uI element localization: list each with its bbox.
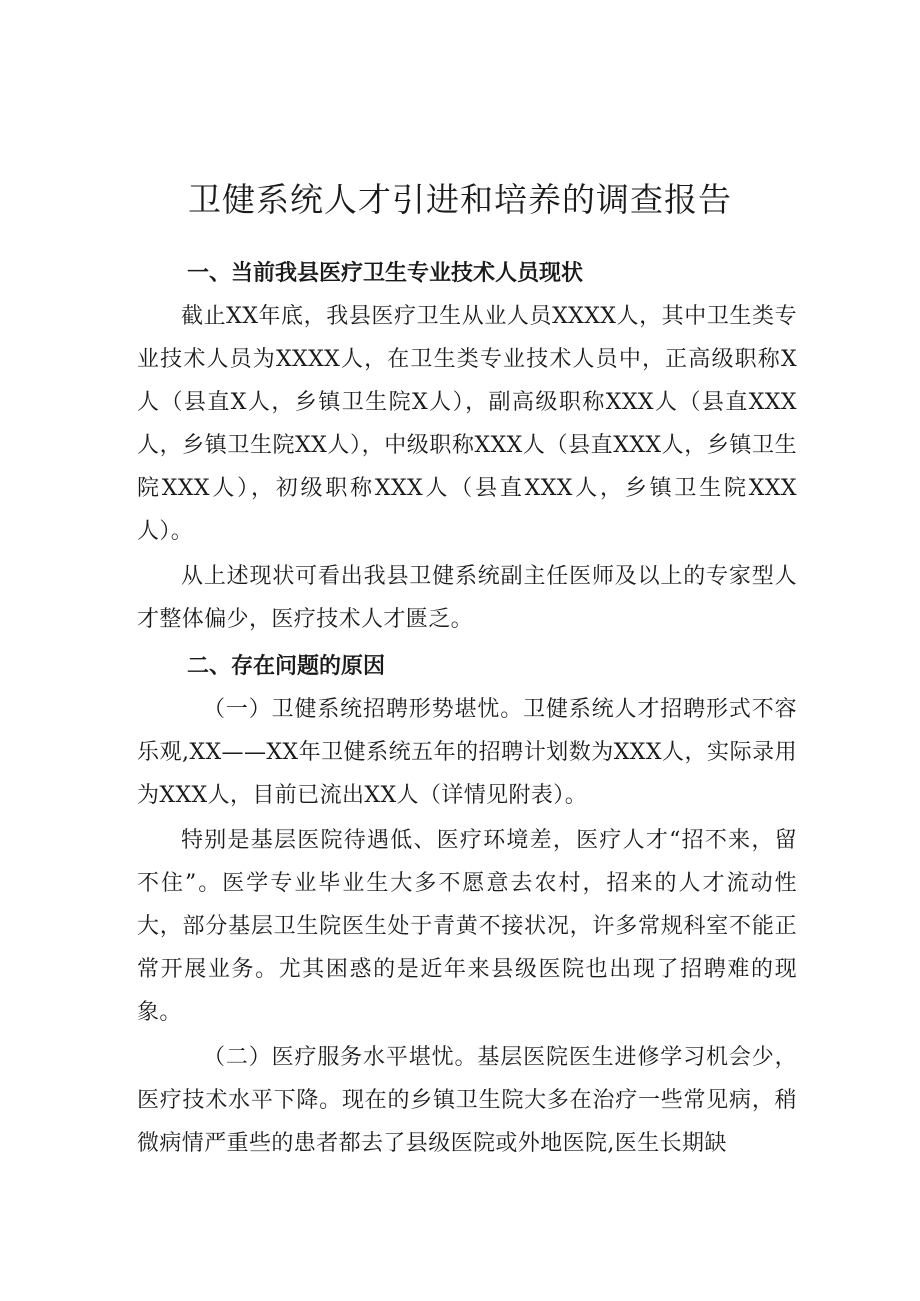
paragraph-status-conclusion: 从上述现状可看出我县卫健系统副主任医师及以上的专家型人才整体偏少，医疗技术人才匮乏。 (137, 564, 797, 632)
paragraph-grassroots: 特别是基层医院待遇低、医疗环境差，医疗人才“招不来，留不住”。医学专业毕业生大多不愿意去农村，招来的人才流动性大，部分基层卫生院医生处于青黄不接状况，许多常规科室不能正常开展业务。尤其困惑的是近年来县级医院也出现了招聘难的现象。 (137, 828, 797, 1025)
paragraph-recruitment: （一）卫健系统招聘形势堪忧。卫健系统人才招聘形式不容乐观,XX——XX年卫健系统五年的招聘计划数为XXX人，实际录用为XXX人，目前已流出XX人（详情见附表）。 (137, 697, 797, 808)
document-title: 卫健系统人才引进和培养的调查报告 (188, 180, 732, 220)
document-body (137, 252, 797, 1165)
paragraph-service-level: （二）医疗服务水平堪忧。基层医院医生进修学习机会少，医疗技术水平下降。现在的乡镇卫生院大多在治疗一些常见病，稍微病情严重些的患者都去了县级医院或外地医院,医生长期缺 (137, 1045, 797, 1156)
paragraph-staff-status: 截止XX年底，我县医疗卫生从业人员XXXX人，其中卫生类专业技术人员为XXXX人，在卫生类专业技术人员中，正高级职称X人（县直X人，乡镇卫生院X人），副高级职称XXX人（县直XXX人，乡镇卫生院XX人），中级职称XXX人（县直XXX人，乡镇卫生院XXX人），初级职称XXX人（县直XXX人，乡镇卫生院XXX人）。 (137, 304, 797, 544)
section-heading-1: 一、当前我县医疗卫生专业技术人员现状 (187, 261, 584, 286)
section-heading-2: 二、存在问题的原因 (187, 654, 386, 679)
